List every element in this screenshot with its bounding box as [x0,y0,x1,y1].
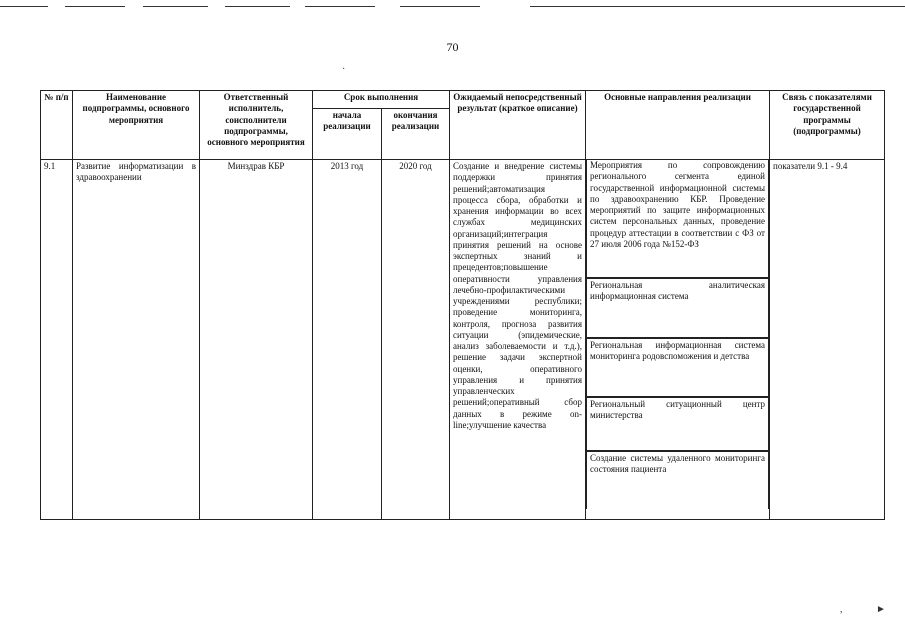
direction-item: Региональный ситуационный центр министерства [586,397,769,451]
row-num: 9.1 [41,160,73,520]
header-directions: Основные направления реализации [586,91,770,160]
row-responsible: Минздрав КБР [200,160,313,520]
direction-item: Создание системы удаленного мониторинга состояния пациента [586,451,769,509]
header-end: окончания реализации [382,109,450,160]
header-start: начала реализации [313,109,382,160]
page-number: 70 [446,40,459,54]
scan-top-line [305,6,375,7]
row-start: 2013 год [313,160,382,520]
header-term: Срок выполнения [313,91,450,109]
scan-speck: ► [876,604,886,615]
scan-top-line [143,6,208,7]
scan-speck: · [342,64,346,75]
header-name: Наименование подпрограммы, основного мероприятия [73,91,200,160]
scan-top-line [400,6,480,7]
header-link: Связь с показателями государственной программы (подпрограммы) [770,91,885,160]
direction-item: Региональная аналитическая информационная система [586,278,769,338]
scan-top-line [0,6,48,7]
header-responsible: Ответственный исполнитель, соисполнители подпрограммы, основного мероприятия [200,91,313,160]
header-num: № п/п [41,91,73,160]
row-end: 2020 год [382,160,450,520]
row-name: Развитие информатизации в здравоохранении [73,160,200,520]
row-link: показатели 9.1 - 9.4 [770,160,885,520]
row-directions [586,160,770,520]
scan-top-line [530,6,905,7]
direction-item: Региональная информационная система мониторинга родовспоможения и детства [586,338,769,397]
program-table [40,90,885,520]
scan-top-line [65,6,125,7]
scan-speck: , [840,604,843,615]
table-row [41,160,885,520]
direction-item: Мероприятия по сопровождению регионального сегмента единой государственной информационной системы по здравоохранению КБР. Проведение мероприятий по защите информационных систем персональных данных, проведение процедур аттестации в соответствии с ФЗ от 27 июля 2006 года №152-ФЗ [586,159,769,278]
scan-top-line [225,6,290,7]
header-result: Ожидаемый непосредственный результат (краткое описание) [450,91,586,160]
row-result: Создание и внедрение системы поддержки принятия решений;автоматизация процесса сбора, обработки и хранения информации во всех службах медицинских организаций;интеграция принятия решений на основе экспертных знаний и прецедентов;повышение оперативности управления лечебно-профилактическими учреждениями республики; проведение мониторинга, контроля, прогноза развития ситуации (эпидемические, анализ заболеваемости и т.д.), решение задачи экспертной оценки, оперативного управления и принятия управленческих решений;оперативный сбор данных в режиме on-line;улучшение качества [450,160,586,520]
